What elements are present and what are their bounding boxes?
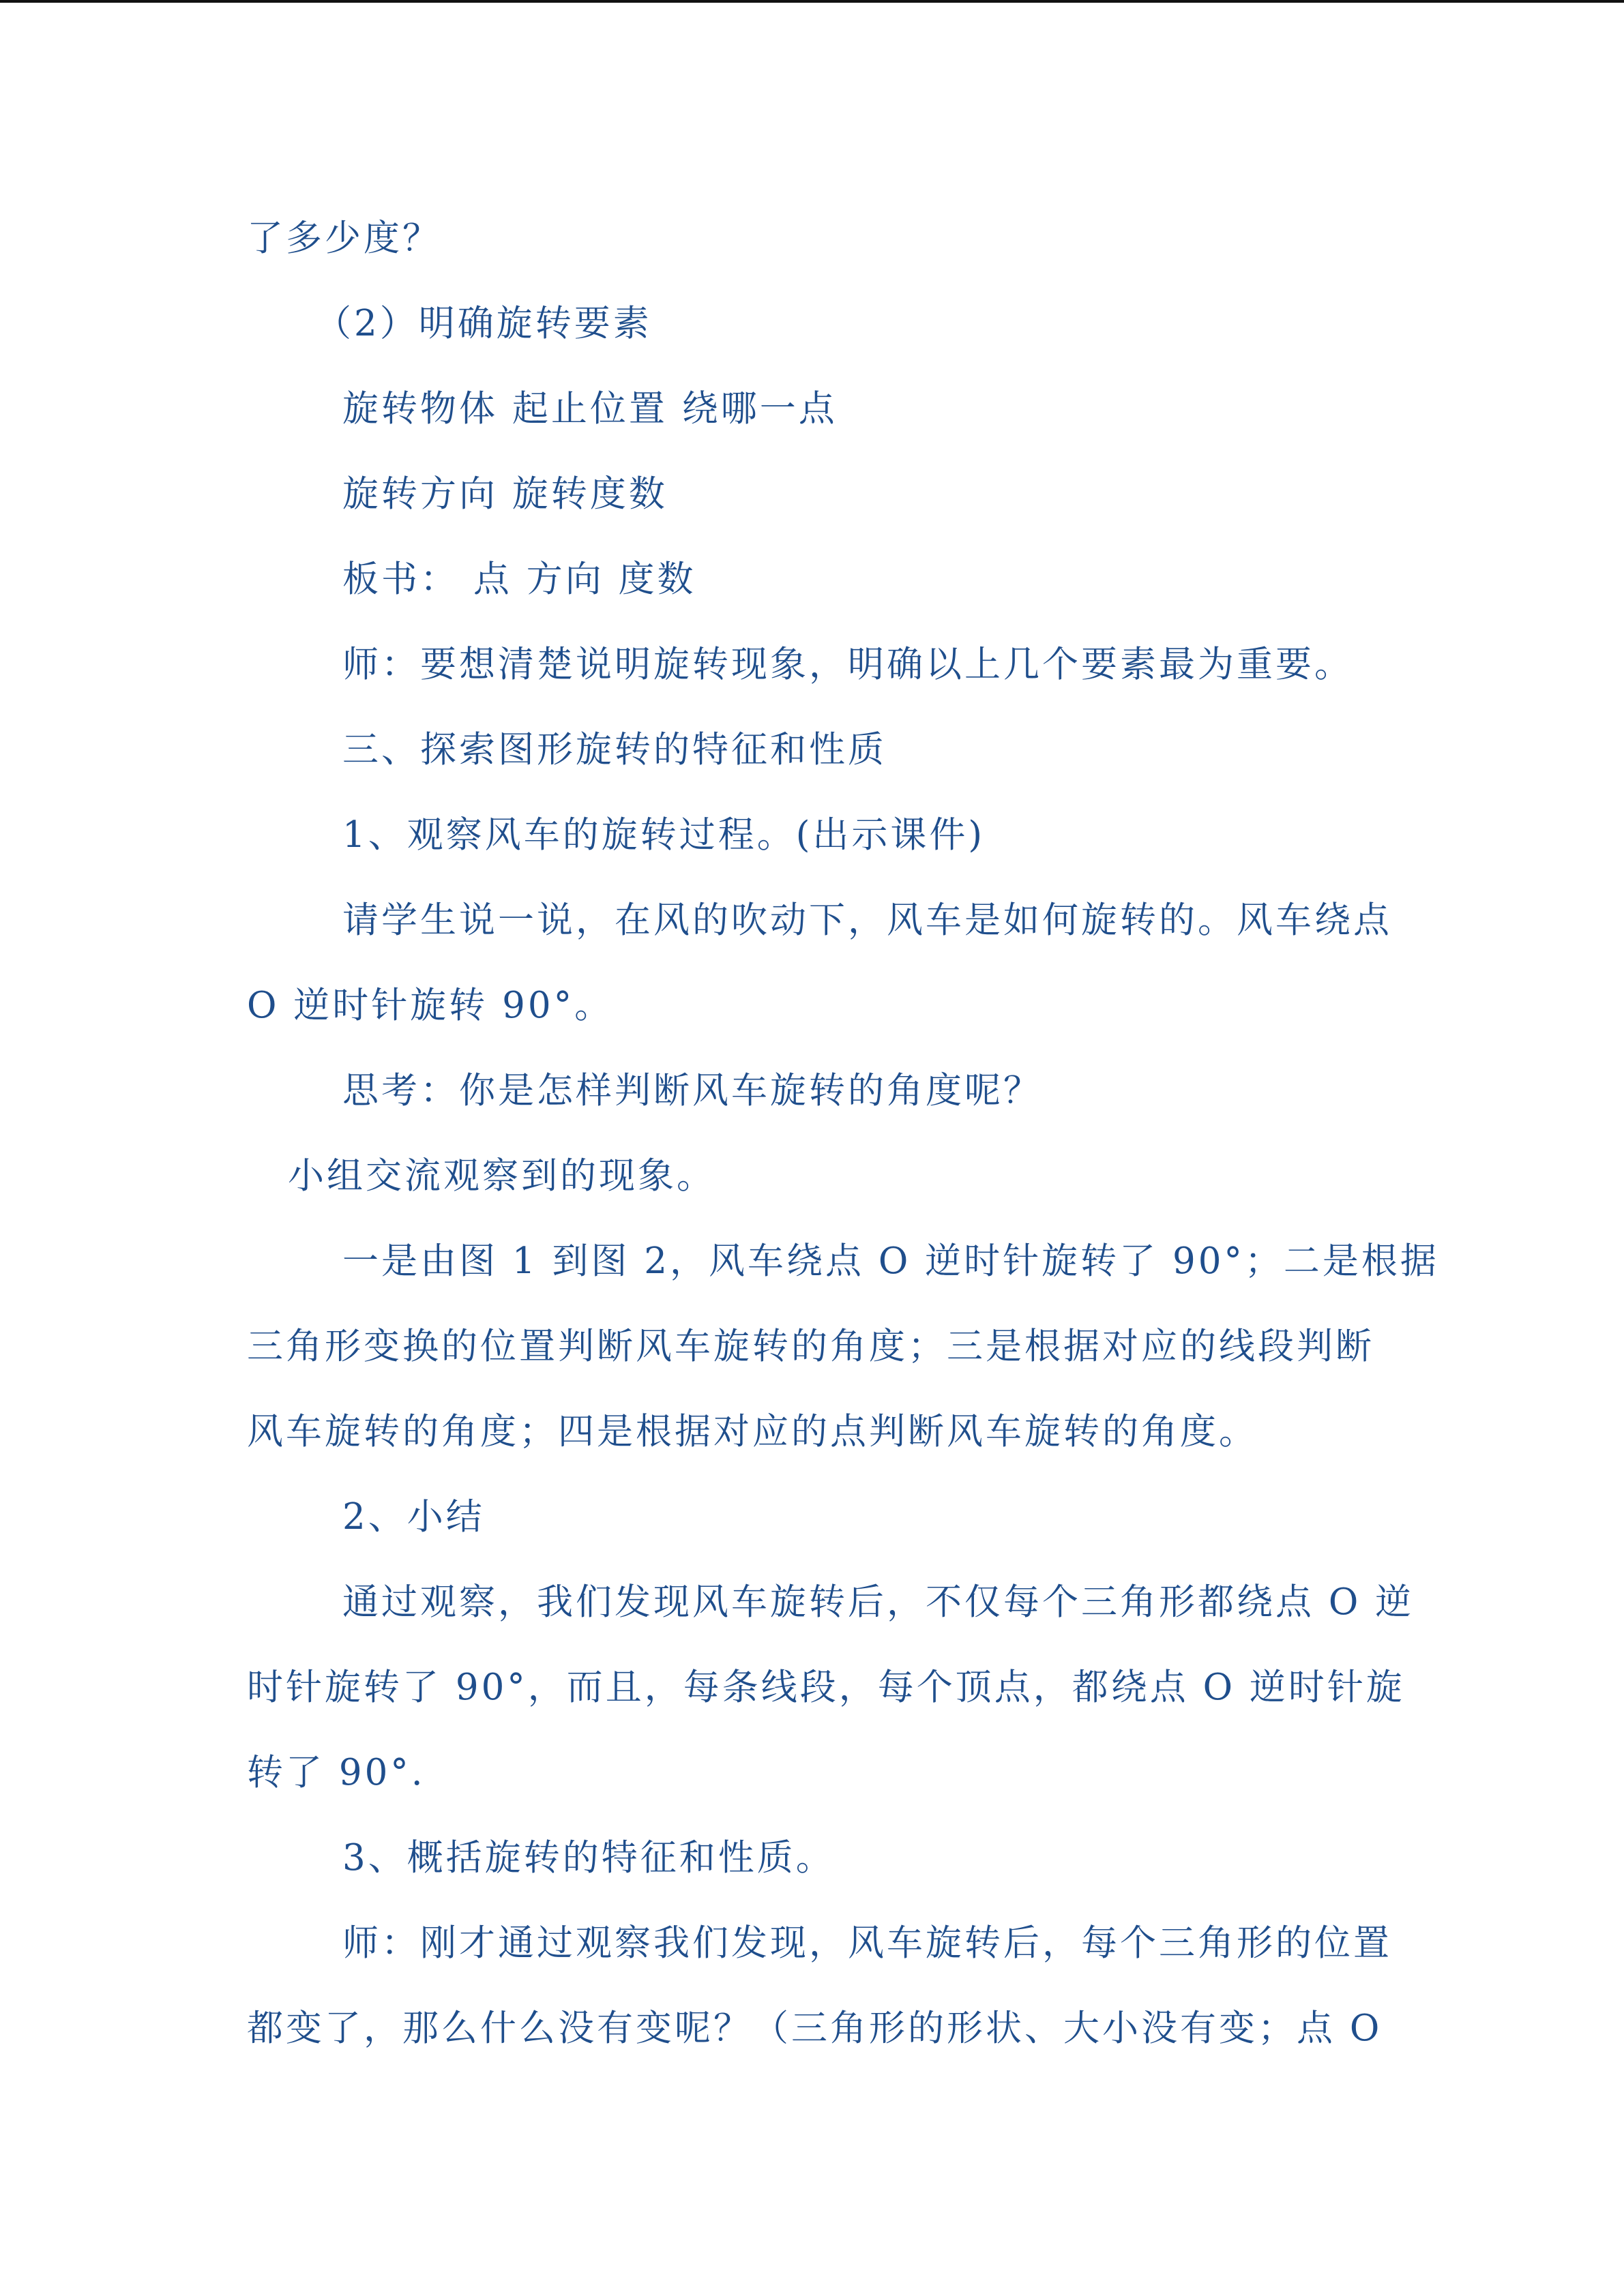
text-line: 三、探索图形旋转的特征和性质 [342,729,887,771]
text-line: 通过观察，我们发现风车旋转后，不仅每个三角形都绕点 O 逆 [342,1581,1415,1623]
text-line: 一是由图 1 到图 2，风车绕点 O 逆时针旋转了 90°；二是根据 [342,1240,1439,1282]
text-line: 旋转方向 旋转度数 [342,473,668,515]
text-line: 师：刚才通过观察我们发现，风车旋转后，每个三角形的位置 [342,1922,1392,1964]
text-line: 转了 90°. [247,1752,426,1793]
text-line: 小组交流观察到的现象。 [288,1155,715,1197]
text-line: 1、观察风车的旋转过程。(出示课件) [342,814,986,856]
text-line: 请学生说一说，在风的吹动下，风车是如何旋转的。风车绕点 [342,899,1392,941]
text-line: 3、概括旋转的特征和性质。 [342,1837,835,1879]
text-line: 旋转物体 起止位置 绕哪一点 [342,388,838,430]
text-line: 板书： 点 方向 度数 [342,558,696,600]
text-line: 三角形变换的位置判断风车旋转的角度；三是根据对应的线段判断 [247,1326,1374,1367]
text-line: 思考：你是怎样判断风车旋转的角度呢？ [342,1070,1042,1112]
text-line: 都变了，那么什么没有变呢？（三角形的形状、大小没有变；点 O [247,2008,1383,2049]
text-line: （2）明确旋转要素 [315,303,652,344]
text-line: O 逆时针旋转 90°。 [247,985,614,1026]
text-line: 了多少度？ [247,218,441,259]
text-line: 时针旋转了 90°，而且，每条线段，每个顶点，都绕点 O 逆时针旋 [247,1667,1405,1708]
text-line: 2、小结 [342,1496,485,1538]
text-line: 师：要想清楚说明旋转现象，明确以上几个要素最为重要。 [342,644,1353,685]
text-line: 风车旋转的角度；四是根据对应的点判断风车旋转的角度。 [247,1411,1258,1452]
